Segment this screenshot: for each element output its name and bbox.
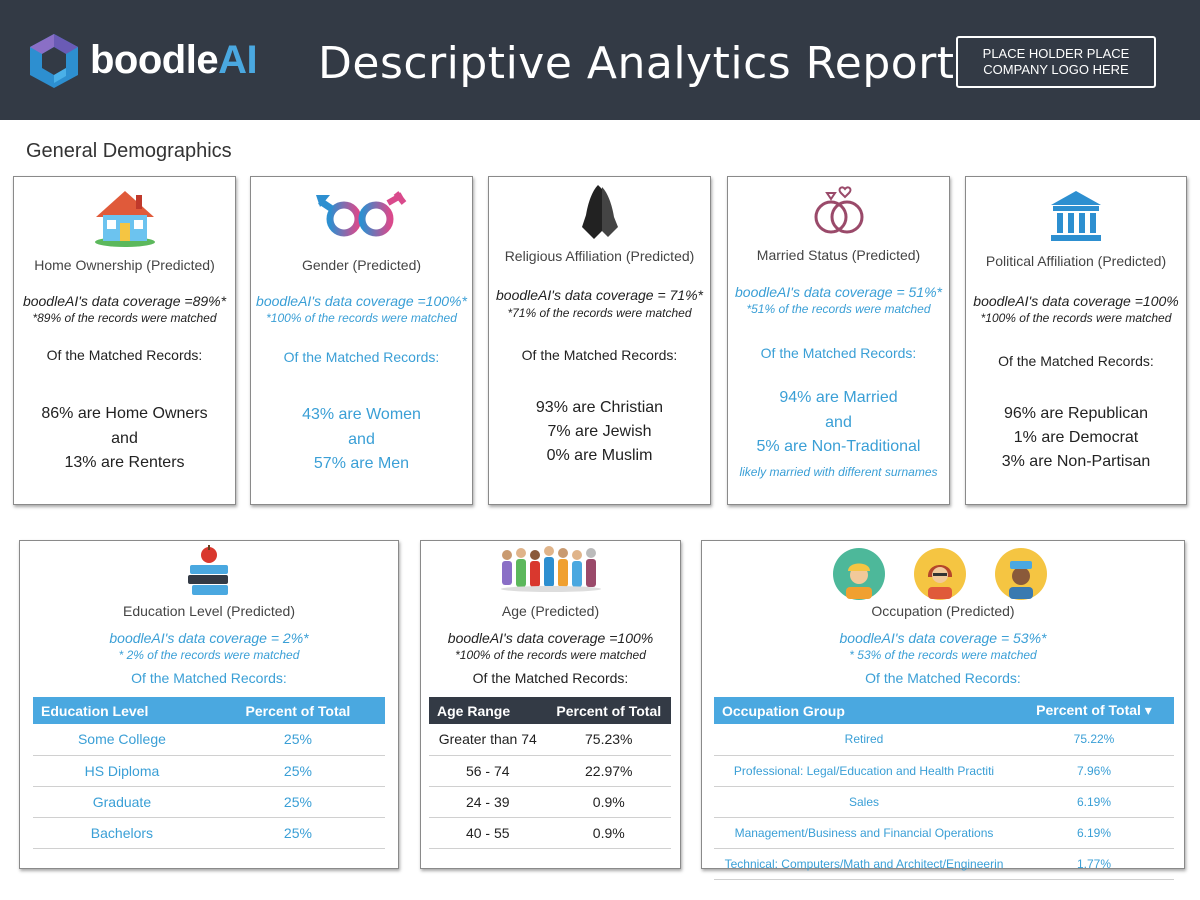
percent-cell: 1.77% — [1014, 848, 1174, 879]
married-footnote: likely married with different surnames — [739, 465, 938, 479]
occupation-cell: Professional: Legal/Education and Health Practiti — [714, 755, 1014, 786]
table-header-row — [33, 697, 385, 724]
government-building-icon — [1049, 189, 1103, 243]
brand-prefix: boodle — [90, 38, 219, 82]
occupation-cell: Retired — [714, 724, 1014, 755]
table-row — [33, 755, 385, 786]
sortable-column-header[interactable]: Percent of Total ▾ — [1014, 697, 1174, 724]
home-ownership-card — [13, 176, 236, 505]
column-header[interactable]: Age Range — [429, 697, 547, 724]
brand-wordmark — [90, 38, 257, 83]
occupation-cell: Management/Business and Financial Operations — [714, 817, 1014, 848]
teacher-icon — [913, 547, 967, 601]
stat-line-2: 1% are Democrat — [1013, 429, 1139, 446]
occupation-cell: Technical: Computers/Math and Architect/Engineerin — [714, 848, 1014, 879]
matched-records-label: Of the Matched Records: — [998, 353, 1154, 369]
card-title: Gender (Predicted) — [301, 257, 422, 273]
percent-cell: 0.9% — [547, 817, 671, 848]
stat-line-1: 94% are Married — [779, 389, 898, 406]
table-row — [714, 817, 1174, 848]
stat-line-3: 0% are Muslim — [546, 447, 653, 464]
boodleai-logo-icon — [28, 32, 80, 90]
percent-cell: 25% — [211, 755, 385, 786]
percent-cell: 25% — [211, 817, 385, 848]
matched-records-label: Of the Matched Records: — [131, 670, 287, 686]
table-row — [714, 724, 1174, 755]
placeholder-line-2: COMPANY LOGO HERE — [983, 62, 1129, 77]
column-header[interactable]: Education Level — [33, 697, 211, 724]
coverage-note: * 53% of the records were matched — [849, 648, 1037, 662]
company-logo-placeholder — [956, 36, 1156, 88]
education-level-cell: HS Diploma — [33, 755, 211, 786]
coverage-note: *51% of the records were matched — [746, 302, 931, 316]
stat-line-3: 3% are Non-Partisan — [1001, 453, 1151, 470]
gender-symbols-icon — [314, 191, 410, 241]
officer-icon — [994, 547, 1048, 601]
percent-cell: 25% — [211, 724, 385, 755]
coverage-note: *89% of the records were matched — [32, 311, 217, 325]
stat-line-1: 43% are Women — [302, 406, 421, 423]
table-row — [714, 786, 1174, 817]
percent-cell: 0.9% — [547, 786, 671, 817]
stat-line-2: and — [348, 431, 375, 448]
card-title: Age (Predicted) — [501, 603, 600, 619]
table-header-row — [429, 697, 671, 724]
political-affiliation-card — [965, 176, 1187, 505]
education-level-cell: Bachelors — [33, 817, 211, 848]
table-row — [429, 817, 671, 848]
placeholder-line-1: PLACE HOLDER PLACE — [982, 46, 1130, 61]
house-icon — [92, 187, 158, 247]
age-range-cell: Greater than 74 — [429, 724, 547, 755]
coverage-note: * 2% of the records were matched — [118, 648, 300, 662]
table-row — [714, 848, 1174, 879]
age-range-cell: 24 - 39 — [429, 786, 547, 817]
wedding-rings-icon — [809, 185, 869, 237]
data-coverage: boodleAI's data coverage = 71%* — [496, 287, 703, 303]
coverage-note: *100% of the records were matched — [980, 311, 1172, 325]
praying-hands-icon — [580, 183, 620, 241]
percent-cell: 25% — [211, 786, 385, 817]
percent-cell: 6.19% — [1014, 817, 1174, 848]
column-header[interactable]: Occupation Group — [714, 697, 1014, 724]
married-status-card — [727, 176, 950, 505]
stat-line-1: 96% are Republican — [1003, 405, 1149, 422]
data-coverage: boodleAI's data coverage = 51%* — [735, 284, 942, 300]
table-row — [33, 817, 385, 848]
data-coverage: boodleAI's data coverage =100% — [973, 293, 1179, 309]
matched-records-label: Of the Matched Records: — [472, 670, 629, 686]
table-header-row — [714, 697, 1174, 724]
table-row — [33, 724, 385, 755]
age-card — [420, 540, 681, 869]
data-coverage: boodleAI's data coverage =89%* — [22, 293, 227, 309]
percent-cell: 6.19% — [1014, 786, 1174, 817]
education-level-card — [19, 540, 399, 869]
percent-cell: 7.96% — [1014, 755, 1174, 786]
stat-line-2: 7% are Jewish — [547, 423, 652, 440]
matched-records-label: Of the Matched Records: — [521, 347, 678, 363]
table-row — [429, 724, 671, 755]
age-table — [429, 697, 671, 849]
report-header — [0, 0, 1200, 120]
data-coverage: boodleAI's data coverage = 53%* — [839, 630, 1047, 646]
stat-line-3: 57% are Men — [313, 455, 410, 472]
coverage-note: *71% of the records were matched — [507, 306, 692, 320]
card-title: Political Affiliation (Predicted) — [985, 253, 1167, 269]
matched-records-label: Of the Matched Records: — [283, 349, 440, 365]
stat-line-3: 5% are Non-Traditional — [756, 438, 921, 455]
data-coverage: boodleAI's data coverage =100%* — [256, 293, 467, 309]
card-title: Home Ownership (Predicted) — [34, 257, 215, 273]
table-row — [429, 786, 671, 817]
education-level-cell: Graduate — [33, 786, 211, 817]
gender-card — [250, 176, 473, 505]
age-range-cell: 40 - 55 — [429, 817, 547, 848]
percent-cell: 75.23% — [547, 724, 671, 755]
religious-affiliation-card — [488, 176, 711, 505]
section-title: General Demographics — [26, 140, 232, 162]
percent-cell: 22.97% — [547, 755, 671, 786]
stat-line-1: 86% are Home Owners — [41, 405, 208, 422]
construction-worker-icon — [832, 547, 886, 601]
data-coverage: boodleAI's data coverage = 2%* — [109, 630, 309, 646]
occupation-table — [714, 697, 1174, 880]
card-title: Religious Affiliation (Predicted) — [504, 248, 695, 264]
coverage-note: *100% of the records were matched — [455, 648, 646, 662]
matched-records-label: Of the Matched Records: — [865, 670, 1021, 686]
percent-cell: 75.22% — [1014, 724, 1174, 755]
occupation-cell: Sales — [714, 786, 1014, 817]
card-title: Education Level (Predicted) — [123, 603, 295, 619]
stat-line-1: 93% are Christian — [535, 399, 664, 416]
matched-records-label: Of the Matched Records: — [46, 347, 203, 363]
age-range-cell: 56 - 74 — [429, 755, 547, 786]
card-title: Married Status (Predicted) — [756, 247, 921, 263]
column-header[interactable]: Percent of Total — [211, 697, 385, 724]
occupation-card — [701, 540, 1185, 869]
coverage-note: *100% of the records were matched — [266, 311, 457, 325]
table-row — [429, 755, 671, 786]
report-title: Descriptive Analytics Report — [318, 38, 955, 89]
stat-line-2: and — [111, 430, 138, 447]
stat-line-3: 13% are Renters — [64, 454, 185, 471]
books-apple-icon — [186, 545, 232, 597]
education-level-cell: Some College — [33, 724, 211, 755]
brand-suffix: AI — [218, 38, 258, 82]
people-group-icon — [499, 545, 603, 593]
education-table — [33, 697, 385, 849]
stat-line-2: and — [825, 414, 852, 431]
table-row — [33, 786, 385, 817]
data-coverage: boodleAI's data coverage =100% — [447, 630, 654, 646]
table-row — [714, 755, 1174, 786]
matched-records-label: Of the Matched Records: — [760, 345, 917, 361]
card-title: Occupation (Predicted) — [871, 603, 1015, 619]
column-header[interactable]: Percent of Total — [547, 697, 671, 724]
